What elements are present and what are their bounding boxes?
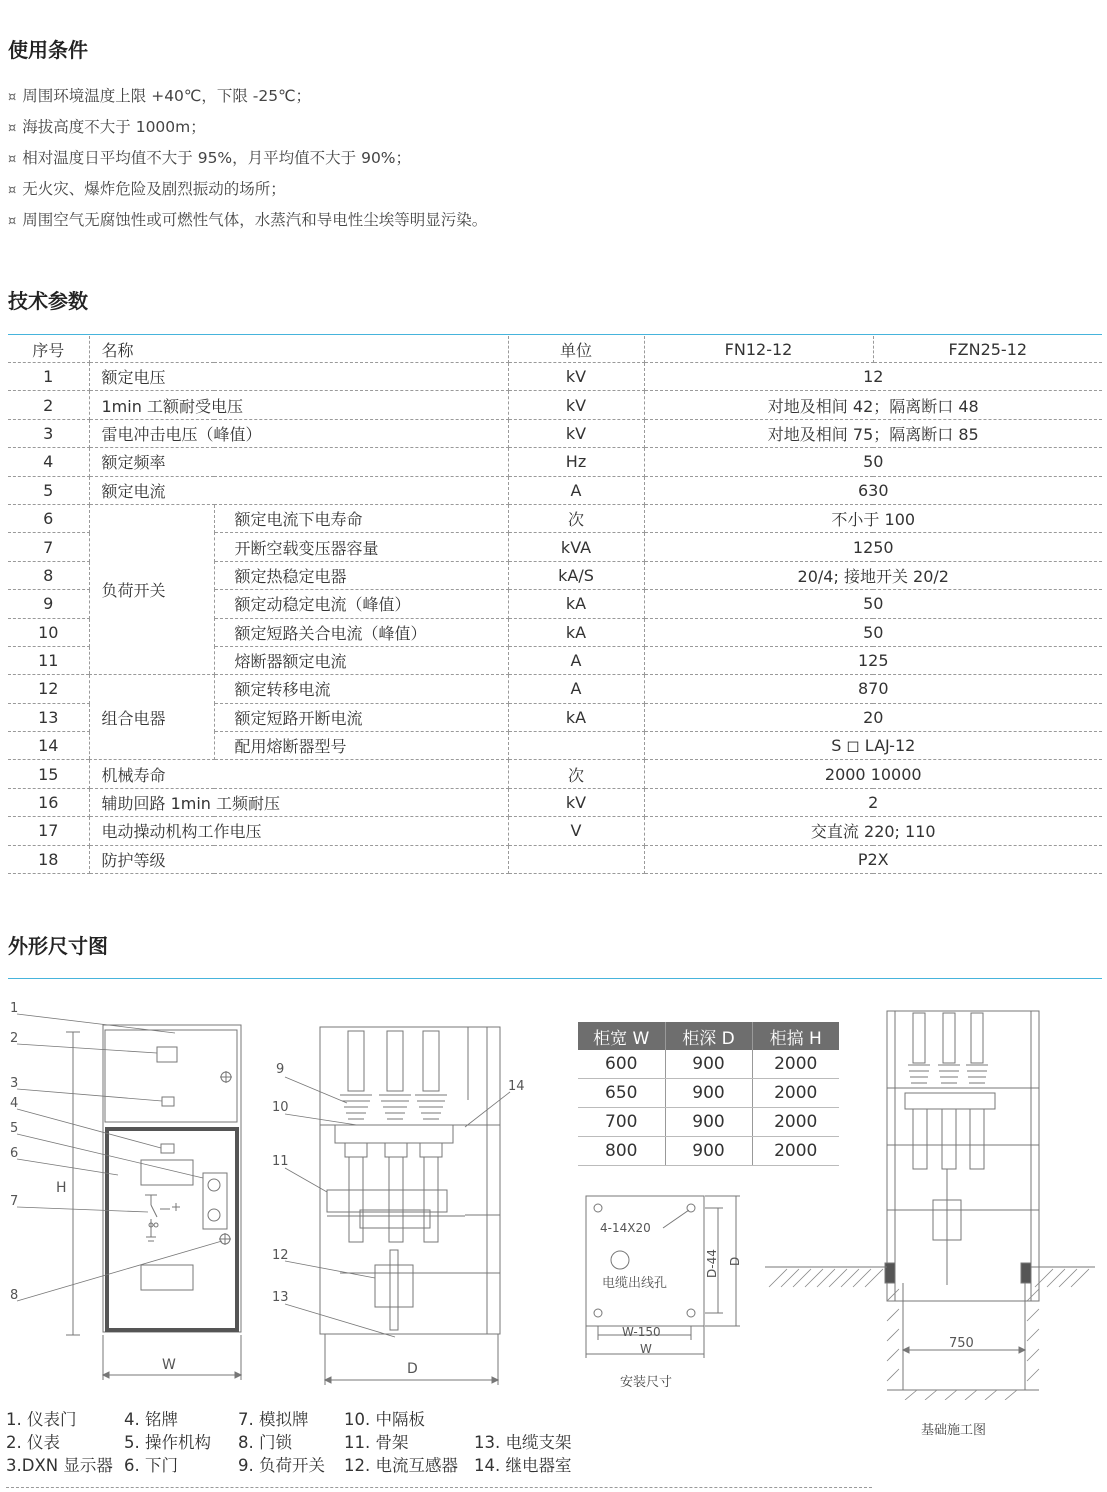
col-header-unit: 单位 <box>508 336 644 363</box>
bullet-icon: ¤ <box>8 152 17 167</box>
param-name-cell: 额定电流下电寿命 <box>214 504 508 532</box>
unit-cell: A <box>508 476 644 504</box>
unit-cell: kA <box>508 590 644 618</box>
table-row <box>8 675 1102 703</box>
foundation-dim-label: 750 <box>949 1336 974 1351</box>
value-cell: 不小于 100 <box>644 504 1102 532</box>
usage-item: ¤ 周围空气无腐蚀性或可燃性气体，水蒸汽和导电性尘埃等明显污染。 <box>8 211 488 229</box>
bullet-icon: ¤ <box>8 183 17 198</box>
unit-cell: Hz <box>508 448 644 476</box>
dim-cell: 900 <box>665 1079 752 1108</box>
legend-item: 14. 继电器室 <box>474 1456 572 1475</box>
unit-cell: kV <box>508 363 644 391</box>
value-cell: 125 <box>644 646 1102 674</box>
table-row <box>8 448 1102 476</box>
row-number-cell: 10 <box>8 618 89 646</box>
value-cell: 50 <box>644 590 1102 618</box>
unit-cell <box>508 845 644 873</box>
value-cell: 2 <box>644 788 1102 816</box>
legend-item: 4. 铭牌 <box>124 1410 178 1429</box>
dim-cell: 900 <box>665 1050 752 1079</box>
unit-cell: V <box>508 817 644 845</box>
row-number-cell: 14 <box>8 732 89 760</box>
unit-cell: kA <box>508 618 644 646</box>
unit-cell: kA <box>508 703 644 731</box>
value-cell: 20 <box>644 703 1102 731</box>
value-cell: 对地及相间 42；隔离断口 48 <box>644 391 1102 419</box>
usage-item: ¤ 周围环境温度上限 +40℃，下限 -25℃； <box>8 87 311 105</box>
param-name-cell: 额定短路开断电流 <box>214 703 508 731</box>
side-view-drawing <box>265 1015 535 1400</box>
table-row <box>8 504 1102 532</box>
param-name-cell: 熔断器额定电流 <box>214 646 508 674</box>
legend-item: 8. 门锁 <box>238 1433 292 1452</box>
table-header-row <box>8 336 1102 363</box>
table-row <box>8 363 1102 391</box>
unit-cell: 次 <box>508 504 644 532</box>
table-row <box>8 760 1102 788</box>
dim-cell: 2000 <box>752 1079 839 1108</box>
unit-cell: A <box>508 675 644 703</box>
w-label: W <box>640 1342 652 1356</box>
bullet-icon: ¤ <box>8 214 17 229</box>
row-number-cell: 12 <box>8 675 89 703</box>
callout-3: 3 <box>10 1076 19 1091</box>
param-name-cell: 防护等级 <box>89 845 508 873</box>
unit-cell: kA/S <box>508 561 644 589</box>
value-cell: 20/4; 接地开关 20/2 <box>644 561 1102 589</box>
value-cell: 交直流 220; 110 <box>644 817 1102 845</box>
height-label: H <box>56 1180 67 1196</box>
param-name-cell: 开断空载变压器容量 <box>214 533 508 561</box>
row-number-cell: 18 <box>8 845 89 873</box>
callout-7: 7 <box>10 1194 19 1209</box>
param-name-cell: 额定动稳定电流（峰值） <box>214 590 508 618</box>
callout-5: 5 <box>10 1121 19 1136</box>
dim-cell: 600 <box>578 1050 665 1079</box>
value-cell: 50 <box>644 448 1102 476</box>
legend-item: 12. 电流互感器 <box>344 1456 458 1475</box>
param-name-cell: 额定短路关合电流（峰值） <box>214 618 508 646</box>
callout-1: 1 <box>10 1001 19 1016</box>
col-header-fn12: FN12-12 <box>644 336 873 363</box>
unit-cell: A <box>508 646 644 674</box>
group-name-cell: 组合电器 <box>89 675 214 760</box>
value-cell: 对地及相间 75；隔离断口 85 <box>644 419 1102 447</box>
param-name-cell: 辅助回路 1min 工频耐压 <box>89 788 508 816</box>
unit-cell: kV <box>508 391 644 419</box>
dim-cell: 900 <box>665 1108 752 1137</box>
value-cell: P2X <box>644 845 1102 873</box>
width-label: W <box>162 1357 176 1373</box>
row-number-cell: 1 <box>8 363 89 391</box>
param-name-cell: 额定转移电流 <box>214 675 508 703</box>
d44-label: D-44 <box>705 1249 719 1278</box>
callout-14: 14 <box>508 1079 525 1094</box>
callout-13: 13 <box>272 1290 289 1305</box>
callout-8: 8 <box>10 1288 19 1303</box>
section-divider <box>8 978 1102 979</box>
table-row <box>8 476 1102 504</box>
usage-item: ¤ 相对温度日平均值不大于 95%，月平均值不大于 90%； <box>8 149 412 167</box>
col-header-fzn25: FZN25-12 <box>873 336 1102 363</box>
unit-cell: 次 <box>508 760 644 788</box>
front-view-drawing <box>0 995 260 1395</box>
callout-6: 6 <box>10 1146 19 1161</box>
row-number-cell: 11 <box>8 646 89 674</box>
param-name-cell: 雷电冲击电压（峰值） <box>89 419 508 447</box>
value-cell: 1250 <box>644 533 1102 561</box>
bullet-icon: ¤ <box>8 121 17 136</box>
unit-cell: kVA <box>508 533 644 561</box>
row-number-cell: 7 <box>8 533 89 561</box>
usage-list <box>8 84 487 239</box>
footer-divider <box>6 1487 872 1488</box>
value-cell: 12 <box>644 363 1102 391</box>
installation-caption: 安装尺寸 <box>620 1375 673 1390</box>
dim-cell: 2000 <box>752 1137 839 1166</box>
row-number-cell: 4 <box>8 448 89 476</box>
callout-4: 4 <box>10 1096 19 1111</box>
legend-item: 9. 负荷开关 <box>238 1456 325 1475</box>
dim-cell: 2000 <box>752 1050 839 1079</box>
row-number-cell: 2 <box>8 391 89 419</box>
param-name-cell: 1min 工额耐受电压 <box>89 391 508 419</box>
legend-item: 7. 模拟牌 <box>238 1410 309 1429</box>
callout-10: 10 <box>272 1100 289 1115</box>
legend-item: 5. 操作机构 <box>124 1433 211 1452</box>
param-name-cell: 电动操动机构工作电压 <box>89 817 508 845</box>
hole-label: 4-14X20 <box>600 1221 651 1235</box>
depth-label: D <box>407 1361 418 1377</box>
section-divider <box>8 334 1102 335</box>
table-row <box>8 788 1102 816</box>
callout-11: 11 <box>272 1154 289 1169</box>
legend-item: 10. 中隔板 <box>344 1410 425 1429</box>
row-number-cell: 15 <box>8 760 89 788</box>
dim-cell: 700 <box>578 1108 665 1137</box>
value-cell: 630 <box>644 476 1102 504</box>
legend-item: 11. 骨架 <box>344 1433 409 1452</box>
row-number-cell: 9 <box>8 590 89 618</box>
legend-item: 6. 下门 <box>124 1456 178 1475</box>
dim-col-width: 柜宽 W <box>578 1022 665 1050</box>
unit-cell: kV <box>508 419 644 447</box>
bullet-icon: ¤ <box>8 90 17 105</box>
param-name-cell: 配用熔断器型号 <box>214 732 508 760</box>
unit-cell <box>508 732 644 760</box>
legend-item: 2. 仪表 <box>6 1433 60 1452</box>
group-name-cell: 负荷开关 <box>89 504 214 674</box>
param-name-cell: 额定热稳定电器 <box>214 561 508 589</box>
callout-9: 9 <box>276 1062 285 1077</box>
row-number-cell: 5 <box>8 476 89 504</box>
d-label: D <box>728 1256 742 1266</box>
usage-title: 使用条件 <box>8 38 88 62</box>
outline-title: 外形尺寸图 <box>8 934 108 958</box>
dim-col-height: 柜搞 H <box>752 1022 839 1050</box>
table-row <box>8 817 1102 845</box>
param-name-cell: 机械寿命 <box>89 760 508 788</box>
table-row <box>8 845 1102 873</box>
usage-item: ¤ 海拔高度不大于 1000m； <box>8 118 206 136</box>
table-row <box>8 419 1102 447</box>
usage-item: ¤ 无火灾、爆炸危险及剧烈振动的场所； <box>8 180 286 198</box>
value-cell: S ◻ LAJ-12 <box>644 732 1102 760</box>
unit-cell: kV <box>508 788 644 816</box>
value-cell: 870 <box>644 675 1102 703</box>
callout-12: 12 <box>272 1248 289 1263</box>
row-number-cell: 6 <box>8 504 89 532</box>
tech-spec-table <box>8 336 1102 874</box>
legend-item: 1. 仪表门 <box>6 1410 77 1429</box>
row-number-cell: 17 <box>8 817 89 845</box>
dim-cell: 800 <box>578 1137 665 1166</box>
tech-title: 技术参数 <box>8 289 88 313</box>
param-name-cell: 额定电流 <box>89 476 508 504</box>
w150-label: W-150 <box>622 1325 661 1339</box>
param-name-cell: 额定频率 <box>89 448 508 476</box>
col-header-no: 序号 <box>8 336 89 363</box>
foundation-drawing <box>765 1005 1100 1400</box>
param-name-cell: 额定电压 <box>89 363 508 391</box>
row-number-cell: 8 <box>8 561 89 589</box>
installation-drawing <box>578 1190 753 1360</box>
col-header-name: 名称 <box>89 336 508 363</box>
value-cell: 2000 10000 <box>644 760 1102 788</box>
value-cell: 50 <box>644 618 1102 646</box>
row-number-cell: 13 <box>8 703 89 731</box>
dim-cell: 900 <box>665 1137 752 1166</box>
legend-item: 13. 电缆支架 <box>474 1433 572 1452</box>
foundation-caption: 基础施工图 <box>921 1423 987 1438</box>
dim-col-depth: 柜深 D <box>665 1022 752 1050</box>
dim-cell: 2000 <box>752 1108 839 1137</box>
callout-2: 2 <box>10 1031 19 1046</box>
row-number-cell: 3 <box>8 419 89 447</box>
legend-item: 3.DXN 显示器 <box>6 1456 113 1475</box>
cable-hole-label: 电缆出线孔 <box>602 1276 668 1291</box>
table-row <box>8 391 1102 419</box>
row-number-cell: 16 <box>8 788 89 816</box>
dim-cell: 650 <box>578 1079 665 1108</box>
